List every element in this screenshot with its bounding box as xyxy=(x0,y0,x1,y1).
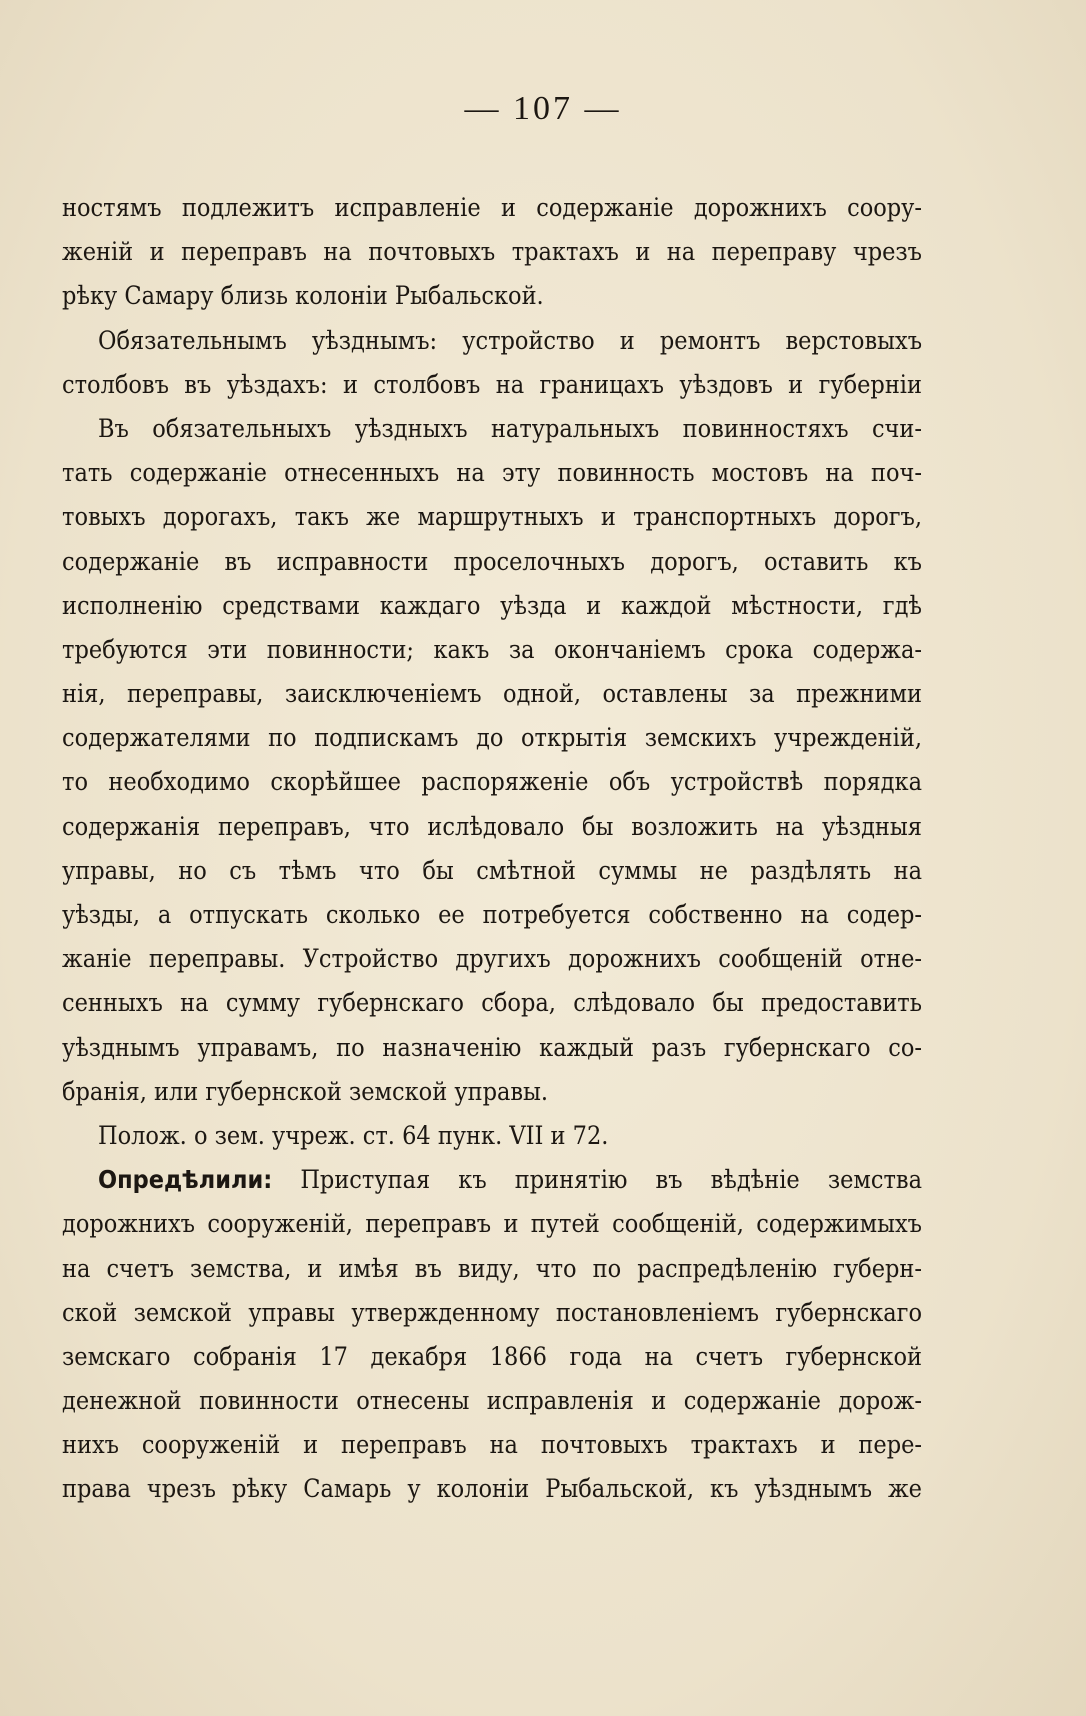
text-line: товыхъ дорогахъ, такъ же маршрутныхъ и транспортныхъ дорогъ, xyxy=(62,502,922,532)
text-line: земскаго собранія 17 декабря 1866 года на счетъ губернской xyxy=(62,1341,922,1371)
paragraph-2 xyxy=(62,319,922,407)
text-line xyxy=(62,1158,922,1202)
text-line: ской земской управы утвержденному постановленіемъ губернскаго xyxy=(62,1297,922,1327)
page-number: — 107 — xyxy=(464,90,622,127)
text-line: ностямъ подлежитъ исправленіе и содержаніе дорожнихъ соору- xyxy=(62,193,922,222)
text-line: содержанія переправъ, что ислѣдовало бы возложить на уѣздныя xyxy=(62,811,922,841)
text-line: женій и переправъ на почтовыхъ трактахъ и на переправу чрезъ xyxy=(62,237,922,267)
text-line: Въ обязательныхъ уѣздныхъ натуральныхъ повинностяхъ счи- xyxy=(98,413,922,443)
paragraph-1 xyxy=(62,186,922,319)
text-line: жаніе переправы. Устройство другихъ дорожнихъ сообщеній отне- xyxy=(62,944,922,974)
text-line: требуются эти повинности; какъ за окончаніемъ срока содержа- xyxy=(62,634,922,664)
text-fragment: Приступая къ принятію въ вѣдѣніе земства xyxy=(300,1165,922,1195)
paragraph-3 xyxy=(62,407,922,1114)
text-line: уѣзднымъ управамъ, по назначенію каждый разъ губернскаго со- xyxy=(62,1032,922,1062)
text-line: тать содержаніе отнесенныхъ на эту повинность мостовъ на поч- xyxy=(62,458,922,488)
text-line: то необходимо скорѣйшее распоряженіе объ устройствѣ порядка xyxy=(62,767,922,797)
text-line: бранія, или губернской земской управы. xyxy=(62,1076,549,1106)
text-line: нихъ сооруженій и переправъ на почтовыхъ трактахъ и пере- xyxy=(62,1430,922,1460)
text-line: права чрезъ рѣку Самарь у колоніи Рыбальской, къ уѣзднымъ же xyxy=(62,1474,922,1504)
text-line: рѣку Самару близь колоніи Рыбальской. xyxy=(62,281,544,311)
text-line: сенныхъ на сумму губернскаго сбора, слѣдовало бы предоставить xyxy=(62,988,922,1018)
text-line: Обязательнымъ уѣзднымъ: устройство и ремонтъ верстовыхъ xyxy=(98,325,922,355)
text-line: на счетъ земства, и имѣя въ виду, что по распредѣленію губерн- xyxy=(62,1253,922,1283)
text-line: дорожнихъ сооруженій, переправъ и путей сообщеній, содержимыхъ xyxy=(62,1209,922,1239)
statute-reference xyxy=(62,1114,922,1158)
paragraph-resolution xyxy=(62,1158,922,1512)
text-line: уѣзды, а отпускать сколько ее потребуется собственно на содер- xyxy=(62,900,922,929)
text-line: денежной повинности отнесены исправленія и содержаніе дорож- xyxy=(62,1386,922,1416)
text-line: содержателями по подпискамъ до открытія земскихъ учрежденій, xyxy=(62,723,922,753)
text-line: управы, но съ тѣмъ что бы смѣтной суммы не раздѣлять на xyxy=(62,855,922,885)
text-line: исполненію средствами каждаго уѣзда и каждой мѣстности, гдѣ xyxy=(62,590,922,620)
body-text xyxy=(62,186,922,1512)
text-line: нія, переправы, заисключеніемъ одной, оставлены за прежними xyxy=(62,679,922,709)
resolution-heading: Опредѣлили: xyxy=(98,1165,273,1195)
text-line: содержаніе въ исправности проселочныхъ дорогъ, оставить къ xyxy=(62,546,922,576)
text-line: столбовъ въ уѣздахъ: и столбовъ на границахъ уѣздовъ и губерніи xyxy=(62,369,922,399)
statute-reference-text: Полож. о зем. учреж. ст. 64 пунк. VII и 72. xyxy=(98,1120,609,1150)
